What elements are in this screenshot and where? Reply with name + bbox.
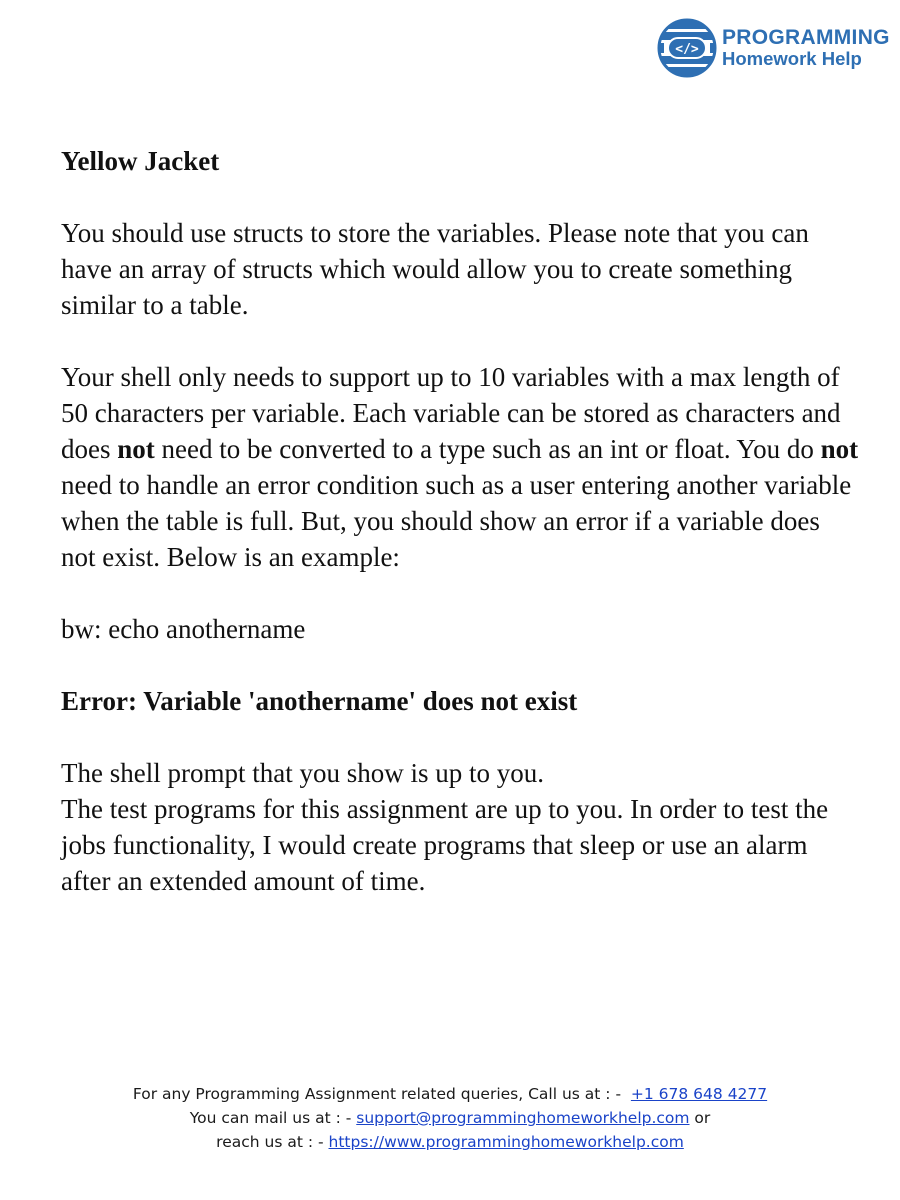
brand-logo [656,12,896,84]
para2-bold-not-1: not [117,434,155,464]
example-error: Error: Variable 'anothername' does not exist [61,686,578,716]
footer-website-label: reach us at : - [216,1133,329,1151]
footer-line-phone [0,1082,900,1106]
footer-email-label: You can mail us at : - [189,1109,357,1127]
document-title: Yellow Jacket [61,146,220,176]
paragraph-variables [61,359,861,575]
footer-phone-label: For any Programming Assignment related queries, Call us at : - [132,1085,631,1103]
footer-line-email [0,1106,900,1130]
para2-text-2: need to be converted to a type such as an int or float. You do [154,434,821,464]
email-link[interactable]: support@programminghomeworkhelp.com [356,1109,690,1127]
footer-line-website [0,1130,900,1154]
paragraph-structs: You should use structs to store the variables. Please note that you can have an array of structs which would allow you to create something similar to a table. [61,218,809,320]
logo-line-1: PROGRAMMING [722,26,890,50]
globe-code-icon [656,15,718,81]
logo-text [722,27,890,68]
paragraph-prompt: The shell prompt that you show is up to you. [61,758,544,788]
paragraph-test-programs: The test programs for this assignment are up to you. In order to test the jobs functionality, I would create programs that sleep or use an alarm after an extended amount of time. [61,794,829,896]
para2-text-3: need to handle an error condition such as a user entering another variable when the table is full. But, you should show an error if a variable does not exist. Below is an example: [61,470,852,572]
logo-line-2: Homework Help [722,48,862,70]
para2-bold-not-2: not [820,434,859,464]
logo-symbol: </> [675,42,699,57]
contact-footer [0,1082,900,1154]
document-body [61,143,861,899]
website-link[interactable]: https://www.programminghomeworkhelp.com [328,1133,684,1151]
footer-email-suffix: or [689,1109,711,1127]
para2-text-1: Your shell only needs to support up to 10 variables with a max length of 50 characters per variable. Each variable can be stored as characters and does [61,362,841,464]
phone-link[interactable]: +1 678 648 4277 [630,1085,768,1103]
example-command: bw: echo anothername [61,614,306,644]
